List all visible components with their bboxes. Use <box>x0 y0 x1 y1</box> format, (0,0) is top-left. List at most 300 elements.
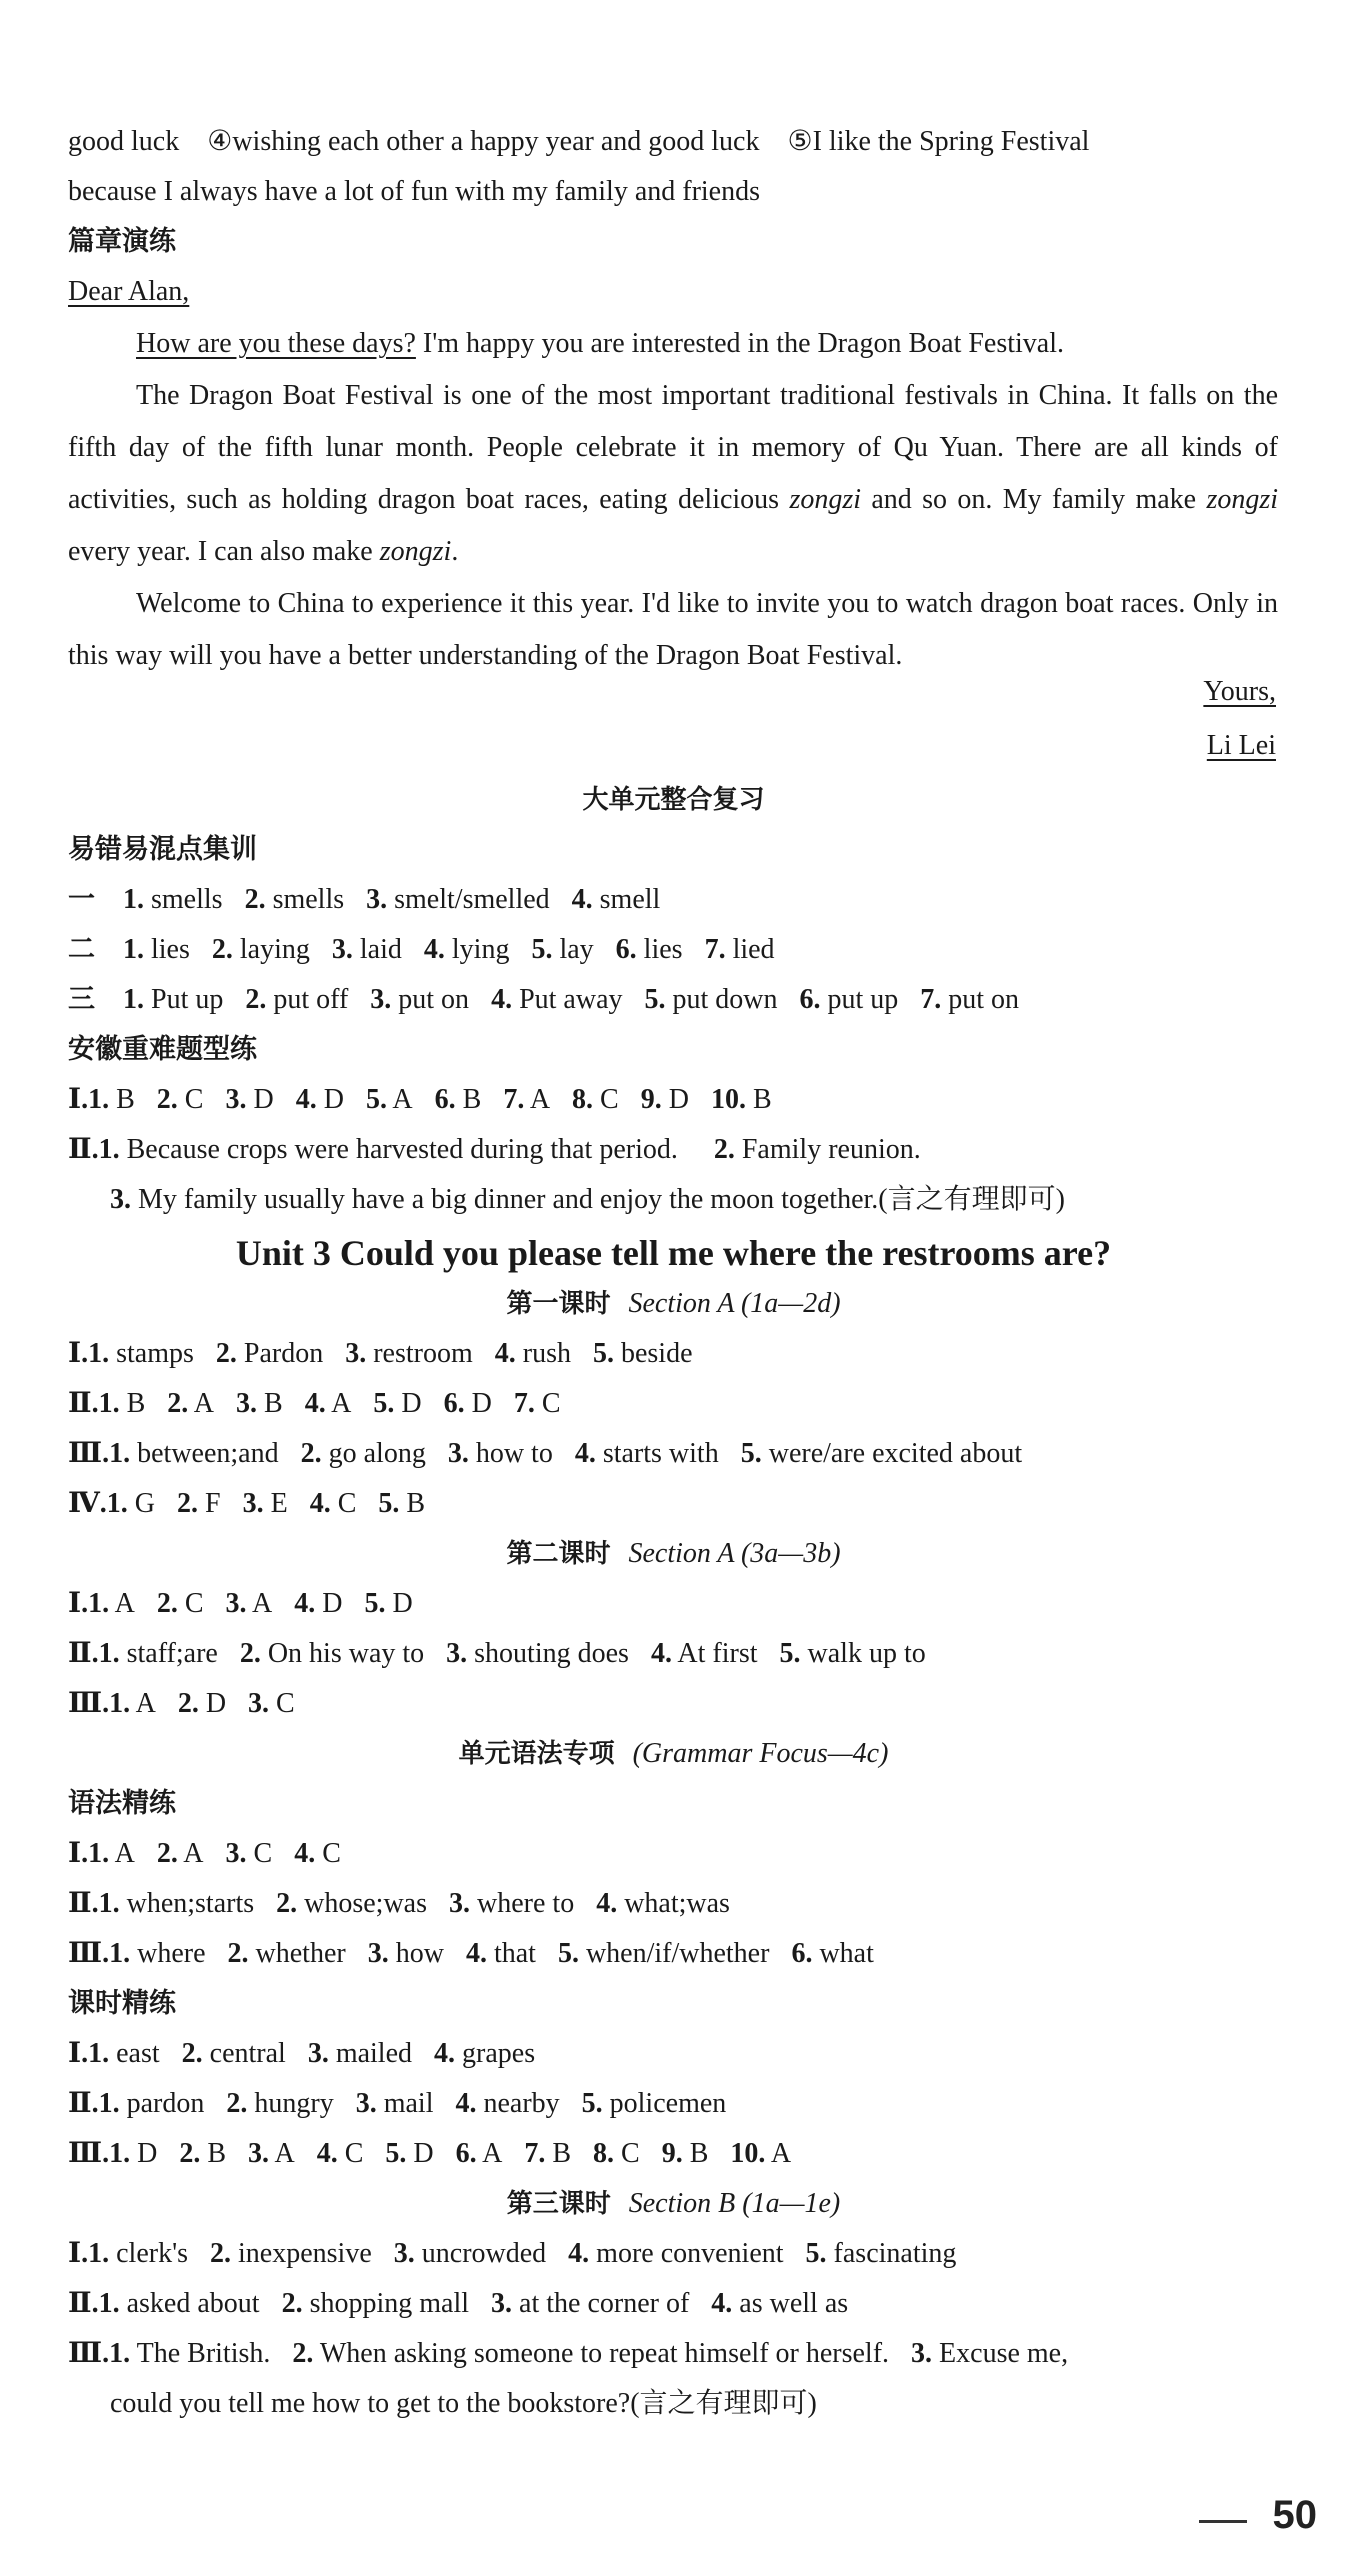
item-answer: B <box>752 1084 772 1115</box>
item-number: 2. <box>713 1134 735 1165</box>
item-answer: A <box>392 1084 413 1115</box>
item-number: 2. <box>156 1838 178 1869</box>
item-number: 4. <box>294 1588 316 1619</box>
item-answer: D <box>401 1388 422 1419</box>
answer-row <box>68 2034 557 2074</box>
item-number: 2. <box>245 984 267 1015</box>
item-answer: smelt/smelled <box>394 884 550 915</box>
item-answer: fascinating <box>833 2238 957 2269</box>
review-title: 大单元整合复习 <box>582 785 765 815</box>
lesson-heading <box>0 1534 1347 1574</box>
item-answer: smells <box>151 884 223 915</box>
answer-item <box>308 2038 412 2069</box>
item-answer: A <box>135 1688 156 1719</box>
item-answer: D <box>205 1688 227 1719</box>
item-answer: were/are excited about <box>768 1438 1023 1469</box>
item-answer: laid <box>359 934 402 965</box>
answer-row <box>68 2134 813 2174</box>
item-answer: lay <box>559 934 594 965</box>
item-number: 2. <box>244 884 266 915</box>
item-number: 6. <box>799 984 821 1015</box>
answer-item <box>225 1084 273 1115</box>
item-number: 2. <box>300 1438 322 1469</box>
answer-item <box>572 1084 619 1115</box>
item-number: 2. <box>181 2038 203 2069</box>
item-answer: how to <box>475 1438 553 1469</box>
answer-item <box>292 2338 889 2369</box>
item-answer: On his way to <box>267 1638 425 1669</box>
section-heading: 课时精练 <box>68 1988 176 2019</box>
answer-item <box>178 1688 226 1719</box>
item-number: 4. <box>455 2088 477 2119</box>
item-number: 3. <box>447 1438 469 1469</box>
item-number: 1. <box>123 984 144 1015</box>
item-answer: beside <box>620 1338 693 1369</box>
item-number: 1. <box>106 1488 128 1519</box>
item-number: 2. <box>239 1638 261 1669</box>
answer-item <box>99 1388 146 1419</box>
item-number: 3. <box>370 984 392 1015</box>
item-answer: grapes <box>462 2038 536 2069</box>
answer-item <box>911 2338 1068 2369</box>
answer-item <box>645 984 778 1015</box>
item-number: 6. <box>791 1938 813 1969</box>
text-fragment: The Dragon Boat Festival is one of the most important traditional festivals in China. It falls on the fifth day of the fifth lunar month. People celebrate it in memory of Qu Yuan. There are all kinds of activities, such as holding dragon boat races, eating delicious <box>68 380 1278 515</box>
item-answer: C <box>276 1688 295 1719</box>
item-number: 5. <box>557 1938 579 1969</box>
item-answer: B <box>207 2138 227 2169</box>
letter-greeting <box>68 272 189 312</box>
closing-text: Yours, <box>1203 676 1276 707</box>
answer-item <box>276 1888 427 1919</box>
item-number: 3. <box>225 1084 247 1115</box>
label-text: Ⅲ. <box>68 1438 110 1469</box>
answer-item <box>705 934 775 965</box>
answer-row <box>68 2334 1090 2374</box>
answer-item <box>157 1588 204 1619</box>
item-answer: B <box>264 1388 283 1419</box>
label-text: Ⅱ. <box>68 1134 99 1165</box>
item-number: 3. <box>242 1488 264 1519</box>
answer-item <box>123 884 223 915</box>
item-number: 6. <box>455 2138 477 2169</box>
item-number: 2. <box>156 1588 178 1619</box>
item-number: 3. <box>911 2338 933 2369</box>
item-answer: that <box>493 1938 536 1969</box>
page-number: 50 <box>1272 2493 1317 2537</box>
answer-row-continued: could you tell me how to get to the bookstore?(言之有理即可) <box>110 2388 817 2419</box>
answer-item <box>123 934 190 965</box>
answer-item <box>88 1084 135 1115</box>
label-text: Ⅰ. <box>68 1084 89 1115</box>
answer-item <box>366 884 550 915</box>
item-number: 3. <box>345 1338 367 1369</box>
item-answer: The British. <box>136 2338 271 2369</box>
item-answer: lying <box>451 934 510 965</box>
item-number: 4. <box>316 2138 338 2169</box>
item-answer: B <box>552 2138 572 2169</box>
item-number: 2. <box>211 934 233 965</box>
label-text: Section B (1a—1e) <box>628 2188 841 2219</box>
answer-item <box>582 2088 727 2119</box>
item-number: 4. <box>494 1338 516 1369</box>
item-number: 4. <box>434 2038 456 2069</box>
answer-item <box>641 1084 689 1115</box>
unit-title: Unit 3 Could you please tell me where the restrooms are? <box>235 1233 1112 1273</box>
text-fragment: ④wishing each other a happy year and good luck <box>207 126 760 157</box>
item-number: 3. <box>393 2238 415 2269</box>
item-number: 5. <box>378 1488 400 1519</box>
item-number: 1. <box>123 884 144 915</box>
item-number: 6. <box>615 934 637 965</box>
answer-item <box>182 2038 286 2069</box>
answer-item <box>305 1388 352 1419</box>
item-answer: My family usually have a big dinner and enjoy the moon together.(言之有理即可) <box>138 1184 1065 1215</box>
item-answer: east <box>116 2038 160 2069</box>
answer-item <box>110 1184 1065 1215</box>
answer-item <box>109 1438 279 1469</box>
item-number: 3. <box>366 884 388 915</box>
item-answer: C <box>600 1084 619 1115</box>
answer-item <box>364 1588 412 1619</box>
label-text: Ⅳ. <box>68 1488 107 1519</box>
answer-item <box>558 1938 770 1969</box>
answer-item <box>228 1938 346 1969</box>
answer-item <box>616 934 683 965</box>
item-answer: Because crops were harvested during that period. <box>126 1134 678 1165</box>
item-number: 2. <box>179 2138 201 2169</box>
answer-item <box>455 2088 559 2119</box>
item-answer: A <box>183 1838 204 1869</box>
item-number: 3. <box>355 2088 377 2119</box>
answer-item <box>394 2238 546 2269</box>
item-number: 5. <box>779 1638 801 1669</box>
item-answer: more convenient <box>596 2238 784 2269</box>
item-number: 8. <box>593 2138 615 2169</box>
item-answer: C <box>184 1588 204 1619</box>
item-answer: when;starts <box>126 1888 255 1919</box>
item-answer: A <box>193 1388 214 1419</box>
item-number: 4. <box>295 1084 317 1115</box>
answer-item <box>593 1338 693 1369</box>
item-answer: starts with <box>602 1438 719 1469</box>
item-number: 7. <box>513 1388 535 1419</box>
answer-item <box>88 2238 188 2269</box>
item-number: 5. <box>365 1084 387 1115</box>
text-fragment: I'm happy you are interested in the Dragon Boat Festival. <box>415 328 1065 359</box>
item-number: 1. <box>109 2338 131 2369</box>
answer-item <box>226 1838 273 1869</box>
item-number: 2. <box>167 1388 189 1419</box>
item-number: 4. <box>465 1938 487 1969</box>
lesson-heading <box>0 1734 1347 1774</box>
item-answer: stamps <box>116 1338 194 1369</box>
item-number: 3. <box>248 1688 270 1719</box>
italic-word: zongzi <box>1206 484 1279 515</box>
item-answer: A <box>331 1388 352 1419</box>
label-text: Ⅲ. <box>68 2338 110 2369</box>
item-answer: where to <box>477 1888 575 1919</box>
answer-item <box>212 934 310 965</box>
item-number: 5. <box>592 1338 614 1369</box>
item-answer: C <box>184 1084 204 1115</box>
section-heading: 篇章演练 <box>68 226 176 257</box>
item-number: 4. <box>304 1388 326 1419</box>
item-answer: At first <box>677 1638 758 1669</box>
answer-item <box>248 1688 295 1719</box>
item-answer: B <box>116 1084 135 1115</box>
text-fragment: . <box>451 536 459 567</box>
answer-item <box>503 1084 550 1115</box>
item-number: 3. <box>449 1888 471 1919</box>
item-answer: B <box>406 1488 426 1519</box>
answer-item <box>449 1888 574 1919</box>
answer-item <box>514 1388 561 1419</box>
item-number: 6. <box>434 1084 456 1115</box>
item-answer: walk up to <box>807 1638 926 1669</box>
label-text: Ⅱ. <box>68 2288 99 2319</box>
item-number: 4. <box>711 2288 733 2319</box>
answer-item <box>99 2288 260 2319</box>
item-number: 6. <box>443 1388 465 1419</box>
letter-paragraph <box>68 370 1278 578</box>
item-answer: clerk's <box>116 2238 189 2269</box>
item-answer: F <box>205 1488 221 1519</box>
answer-item <box>378 1488 425 1519</box>
item-answer: inexpensive <box>238 2238 372 2269</box>
item-number: 5. <box>740 1438 762 1469</box>
answer-row <box>68 1884 752 1924</box>
answer-item <box>167 1388 214 1419</box>
item-number: 3. <box>307 2038 329 2069</box>
answer-row <box>68 1934 896 1974</box>
item-number: 1. <box>109 2138 131 2169</box>
answer-item <box>800 984 899 1015</box>
item-answer: D <box>322 1588 343 1619</box>
answer-row <box>68 1834 363 1874</box>
answer-item <box>593 2138 640 2169</box>
item-number: 1. <box>88 2238 110 2269</box>
letter-paragraph <box>68 318 1278 370</box>
item-answer: D <box>413 2138 434 2169</box>
item-answer: at the corner of <box>519 2288 690 2319</box>
answer-item <box>435 1084 482 1115</box>
answer-item <box>791 1938 873 1969</box>
label-text: Ⅲ. <box>68 1688 110 1719</box>
item-number: 3. <box>331 934 353 965</box>
answer-item <box>466 1938 536 1969</box>
item-number: 10. <box>710 1084 746 1115</box>
item-answer: D <box>471 1388 492 1419</box>
item-answer: hungry <box>254 2088 334 2119</box>
item-number: 2. <box>177 1488 199 1519</box>
item-answer: how <box>395 1938 444 1969</box>
section-heading: 语法精练 <box>68 1788 176 1819</box>
letter-signature <box>1207 726 1276 766</box>
answer-item <box>730 2138 791 2169</box>
item-number: 1. <box>88 1338 110 1369</box>
underlined-sentence: How are you these days? <box>136 328 416 359</box>
item-answer: lied <box>732 934 775 965</box>
answer-item <box>444 1388 492 1419</box>
item-answer: where <box>137 1938 206 1969</box>
label-text: Ⅰ. <box>68 1838 89 1869</box>
answer-item <box>741 1438 1022 1469</box>
answer-item <box>495 1338 571 1369</box>
answer-item <box>456 2138 503 2169</box>
answer-row <box>68 1634 948 1674</box>
label-text: 第一课时 <box>506 1289 611 1319</box>
answer-item <box>368 1938 444 1969</box>
item-answer: as well as <box>739 2288 849 2319</box>
item-answer: Family reunion. <box>741 1134 921 1165</box>
answer-item <box>780 1638 926 1669</box>
item-answer: staff;are <box>126 1638 218 1669</box>
item-number: 7. <box>920 984 942 1015</box>
item-number: 2. <box>210 2238 232 2269</box>
item-number: 9. <box>661 2138 683 2169</box>
item-answer: put on <box>948 984 1020 1015</box>
answer-item <box>245 984 348 1015</box>
top-line-2: because I always have a lot of fun with my family and friends <box>68 176 761 207</box>
item-answer: lies <box>643 934 683 965</box>
item-answer: E <box>270 1488 288 1519</box>
item-number: 5. <box>644 984 666 1015</box>
answer-row <box>68 1384 583 1424</box>
answer-row <box>68 2084 748 2124</box>
letter-closing <box>1203 672 1276 712</box>
answer-row <box>68 1484 447 1524</box>
letter-body <box>68 318 1278 682</box>
item-answer: shopping mall <box>309 2288 470 2319</box>
text-fragment: and so on. My family make <box>861 484 1207 515</box>
item-answer: put down <box>672 984 778 1015</box>
item-answer: whose;was <box>304 1888 428 1919</box>
answer-item <box>575 1438 719 1469</box>
answer-item <box>88 2038 160 2069</box>
answer-item <box>157 1084 204 1115</box>
answer-item <box>596 1888 730 1919</box>
answer-item <box>366 1084 413 1115</box>
item-answer: C <box>337 1488 357 1519</box>
item-number: 2. <box>226 2088 248 2119</box>
answer-item <box>99 1134 678 1165</box>
item-number: 1. <box>98 2088 120 2119</box>
item-answer: C <box>322 1838 341 1869</box>
item-number: 1. <box>98 1134 120 1165</box>
item-answer: A <box>770 2138 792 2169</box>
item-number: 1. <box>98 1888 120 1919</box>
answer-item <box>177 1488 221 1519</box>
item-number: 8. <box>572 1084 594 1115</box>
answer-row <box>68 880 682 920</box>
item-answer: when/if/whether <box>585 1938 770 1969</box>
label-text: Ⅱ. <box>68 1638 99 1669</box>
answer-item <box>109 1938 205 1969</box>
item-answer: mail <box>383 2088 434 2119</box>
item-answer: Put away <box>519 984 623 1015</box>
answer-item <box>356 2088 434 2119</box>
item-number: 2. <box>177 1688 199 1719</box>
answer-item <box>157 1838 204 1869</box>
item-answer: central <box>209 2038 286 2069</box>
item-answer: nearby <box>483 2088 560 2119</box>
item-answer: D <box>392 1588 413 1619</box>
answer-item <box>88 1338 194 1369</box>
item-number: 3. <box>367 1938 389 1969</box>
label-text: Ⅱ. <box>68 1888 99 1919</box>
item-number: 5. <box>531 934 553 965</box>
greeting-text: Dear Alan, <box>68 276 190 307</box>
answer-item <box>711 1084 772 1115</box>
lesson-heading <box>0 1284 1347 1324</box>
item-number: 4. <box>568 2238 590 2269</box>
answer-item <box>240 1638 424 1669</box>
item-answer: Pardon <box>243 1338 324 1369</box>
item-answer: A <box>274 2138 295 2169</box>
item-number: 7. <box>704 934 726 965</box>
label-text: Ⅰ. <box>68 2238 89 2269</box>
answer-item <box>920 984 1019 1015</box>
item-answer: B <box>462 1084 482 1115</box>
answer-item <box>301 1438 426 1469</box>
answer-item <box>236 1388 283 1419</box>
answer-row <box>68 980 1041 1020</box>
label-text: 第三课时 <box>506 2189 611 2219</box>
item-number: 1. <box>88 2038 110 2069</box>
item-number: 1. <box>98 1388 120 1419</box>
item-answer: smells <box>272 884 345 915</box>
label-text: 第二课时 <box>506 1539 611 1569</box>
answer-row <box>68 1080 794 1120</box>
item-number: 1. <box>123 934 144 965</box>
answer-row <box>68 1130 943 1170</box>
item-answer: A <box>251 1588 273 1619</box>
answer-item <box>310 1488 357 1519</box>
answer-item <box>294 1838 341 1869</box>
answer-row <box>68 930 797 970</box>
answer-item <box>99 2088 205 2119</box>
item-number: 2. <box>292 2338 314 2369</box>
item-answer: D <box>323 1084 344 1115</box>
item-number: 2. <box>156 1084 178 1115</box>
answer-item <box>651 1638 758 1669</box>
item-answer: D <box>253 1084 274 1115</box>
answer-item <box>370 984 469 1015</box>
answer-row <box>68 1684 317 1724</box>
answer-item <box>491 2288 689 2319</box>
answer-row <box>68 1434 1044 1474</box>
answer-item <box>373 1388 421 1419</box>
answer-item <box>524 2138 571 2169</box>
answer-item <box>345 1338 473 1369</box>
top-line-1 <box>68 122 1089 162</box>
answer-item <box>714 1134 921 1165</box>
item-number: 3. <box>491 2288 513 2319</box>
item-answer: pardon <box>126 2088 205 2119</box>
text-fragment: good luck <box>68 126 180 157</box>
label-text: 单元语法专项 <box>458 1739 615 1769</box>
answer-item <box>107 1488 155 1519</box>
item-answer: A <box>114 1838 135 1869</box>
answer-item <box>248 2138 295 2169</box>
item-number: 4. <box>650 1638 672 1669</box>
answer-item <box>179 2138 226 2169</box>
section-heading: 易错易混点集训 <box>68 834 257 865</box>
answer-item <box>226 1588 273 1619</box>
italic-word: zongzi <box>379 536 452 567</box>
item-number: 4. <box>571 884 593 915</box>
